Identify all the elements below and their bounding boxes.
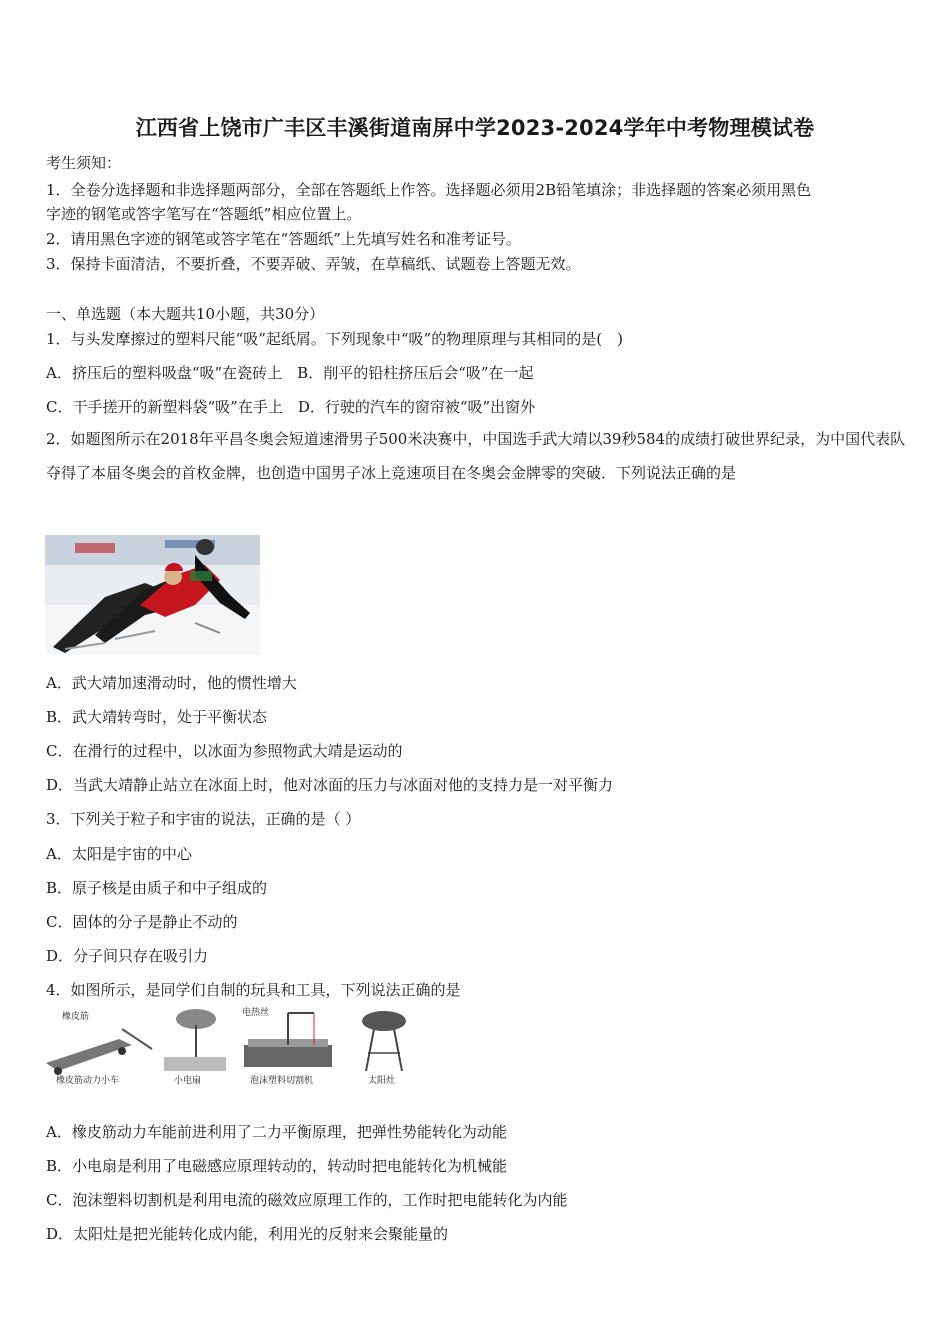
question-4-option-b: B．小电扇是利用了电磁感应原理转动的，转动时把电能转化为机械能 <box>46 1157 508 1175</box>
label-rubber-band: 橡皮筋 <box>62 1012 90 1022</box>
question-3-option-d: D．分子间只存在吸引力 <box>46 947 209 965</box>
notice-item: 3．保持卡面清洁，不要折叠，不要弄破、弄皱，在草稿纸、试题卷上答题无效。 <box>46 255 581 273</box>
notice-item: 2．请用黑色字迹的钢笔或答字笔在“答题纸”上先填写姓名和准考证号。 <box>46 230 521 248</box>
question-1-stem: 1．与头发摩擦过的塑料尺能“吸”起纸屑。下列现象中“吸”的物理原理与其相同的是( ) <box>46 330 623 348</box>
section-heading: 一、单选题（本大题共10小题，共30分） <box>46 305 325 323</box>
question-4-stem: 4．如图所示，是同学们自制的玩具和工具，下列说法正确的是 <box>46 981 461 999</box>
question-1-options-ab: A．挤压后的塑料吸盘“吸”在瓷砖上 B．削平的铅柱挤压后会“吸”在一起 <box>46 364 534 382</box>
caption-foam-cutter: 泡沫塑料切割机 <box>250 1076 314 1086</box>
question-2-option-a: A．武大靖加速滑动时，他的惯性增大 <box>46 674 297 692</box>
question-3-stem: 3．下列关于粒子和宇宙的说法，正确的是（ ） <box>46 810 361 828</box>
question-2-stem: 2．如题图所示在2018年平昌冬奥会短道速滑男子500米决赛中，中国选手武大靖以39秒584的成绩打破世界纪录，为中国代表队夺得了本届冬奥会的首枚金牌，也创造中国男子冰上竞速项目在冬奥会金牌零的突破．下列说法正确的是 <box>46 430 906 482</box>
caption-small-fan: 小电扇 <box>174 1076 202 1086</box>
homemade-tools-figure <box>44 1005 412 1087</box>
question-2-option-c: C．在滑行的过程中，以冰面为参照物武大靖是运动的 <box>46 742 403 760</box>
speed-skating-photo <box>45 535 260 655</box>
question-3-option-b: B．原子核是由质子和中子组成的 <box>46 879 268 897</box>
question-2-option-b: B．武大靖转弯时，处于平衡状态 <box>46 708 268 726</box>
question-3-option-c: C．固体的分子是静止不动的 <box>46 913 238 931</box>
question-4-option-c: C．泡沫塑料切割机是利用电流的磁效应原理工作的，工作时把电能转化为内能 <box>46 1191 568 1209</box>
question-2-option-d: D．当武大靖静止站立在冰面上时，他对冰面的压力与冰面对他的支持力是一对平衡力 <box>46 776 614 794</box>
question-4-option-a: A．橡皮筋动力车能前进利用了二力平衡原理，把弹性势能转化为动能 <box>46 1123 507 1141</box>
notice-heading: 考生须知： <box>46 154 122 172</box>
question-3-option-a: A．太阳是宇宙的中心 <box>46 845 192 863</box>
question-1-options-cd: C．干手搓开的新塑料袋“吸”在手上 D．行驶的汽车的窗帘被“吸”出窗外 <box>46 398 536 416</box>
question-4-option-d: D．太阳灶是把光能转化成内能，利用光的反射来会聚能量的 <box>46 1225 449 1243</box>
page-title: 江西省上饶市广丰区丰溪街道南屏中学2023-2024学年中考物理模试卷 <box>135 116 815 140</box>
notice-item: 1．全卷分选择题和非选择题两部分，全部在答题纸上作答。选择题必须用2B铅笔填涂；非选择题的答案必须用黑色 <box>46 181 812 199</box>
caption-solar-stove: 太阳灶 <box>368 1076 396 1086</box>
label-heating-wire: 电热丝 <box>242 1008 270 1018</box>
caption-rubber-band-car: 橡皮筋动力小车 <box>56 1076 120 1086</box>
notice-item: 字迹的钢笔或答字笔写在“答题纸”相应位置上。 <box>46 205 362 223</box>
